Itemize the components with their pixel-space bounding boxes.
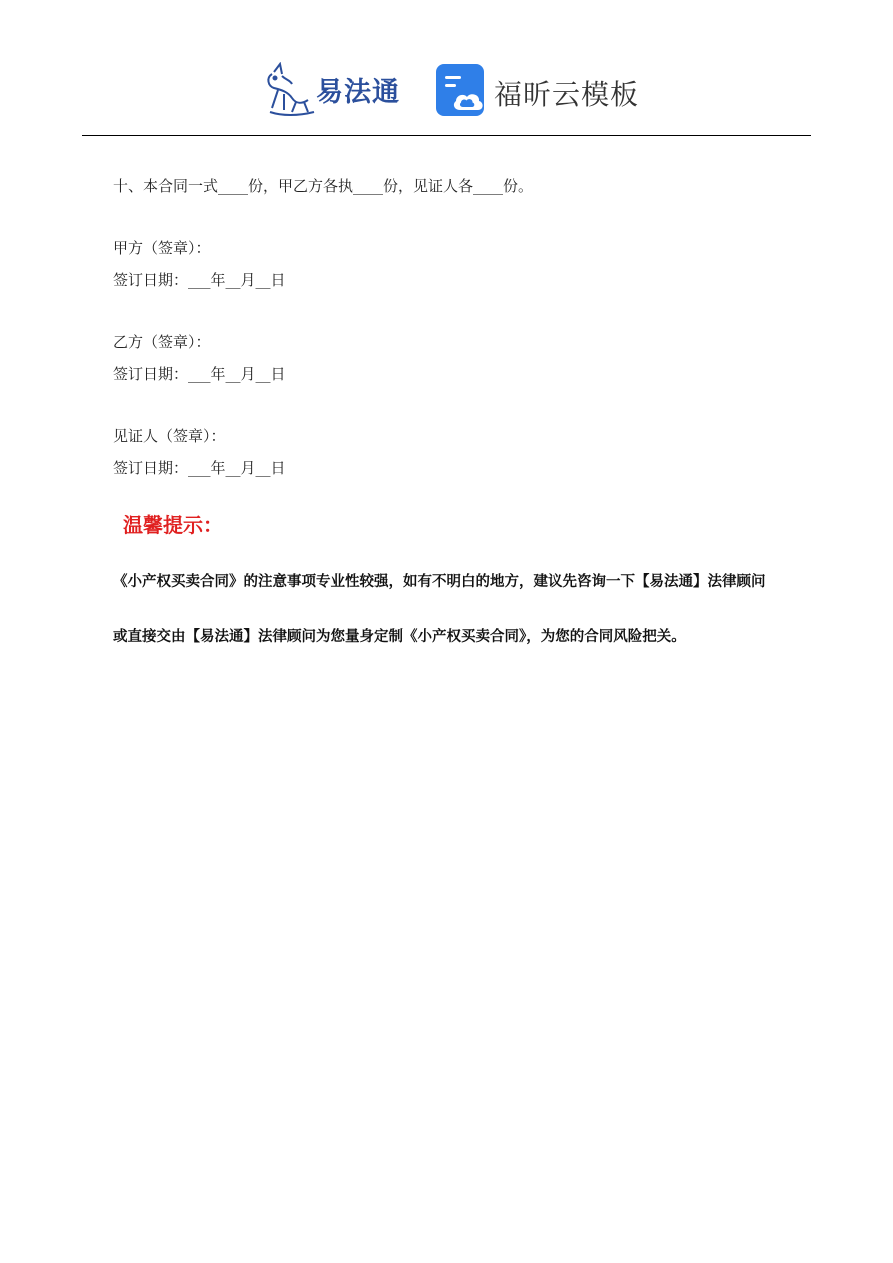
header-divider	[82, 135, 811, 136]
party-a-sign-date: 签订日期：___年__月__日	[113, 271, 286, 289]
tip-text-line-1: 《小产权买卖合同》的注意事项专业性较强，如有不明白的地方，建议先咨询一下【易法通】法律顾问	[113, 573, 766, 590]
cloud-document-icon	[436, 64, 490, 118]
tip-text-line-2: 或直接交由【易法通】法律顾问为您量身定制《小产权买卖合同》，为您的合同风险把关。	[113, 628, 686, 645]
tip-title: 温馨提示：	[123, 513, 223, 537]
clause-ten: 十、本合同一式____份，甲乙方各执____份，见证人各____份。	[113, 177, 534, 195]
fuxin-brand-text: 福昕云模板	[494, 78, 640, 111]
yifatong-brand-text: 易法通	[316, 77, 400, 108]
party-a-signature: 甲方（签章）：	[113, 239, 211, 257]
unicorn-icon	[262, 62, 318, 118]
party-b-sign-date: 签订日期：___年__月__日	[113, 365, 286, 383]
witness-signature: 见证人（签章）：	[113, 427, 226, 445]
witness-sign-date: 签订日期：___年__月__日	[113, 459, 286, 477]
yifatong-logo	[262, 62, 422, 118]
party-b-signature: 乙方（签章）：	[113, 333, 211, 351]
page-header	[0, 0, 893, 136]
fuxin-logo	[436, 64, 646, 118]
